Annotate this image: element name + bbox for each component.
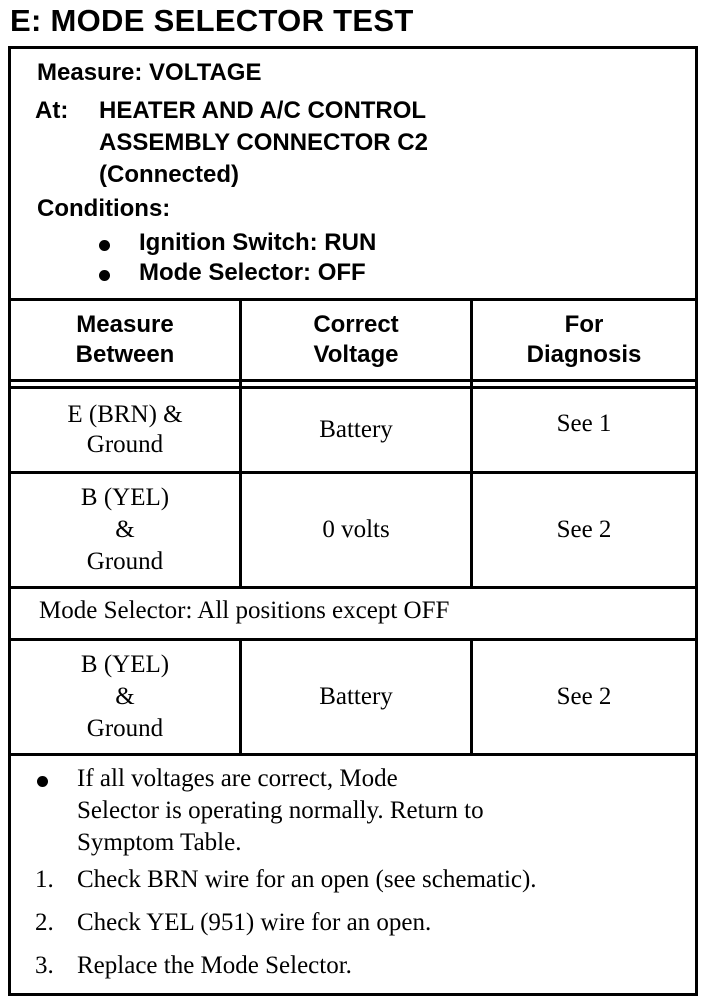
condition-1: Ignition Switch: RUN [139,229,377,256]
bullet-icon [99,270,110,281]
at-line-2: ASSEMBLY CONNECTOR C2 [99,129,428,156]
note-line-1: If all voltages are correct, Mode [77,765,398,792]
step-1-text: Check BRN wire for an open (see schematic). [77,866,537,893]
measure-label: Measure: VOLTAGE [37,59,262,86]
bullet-icon [99,240,110,251]
note-line-3: Symptom Table. [77,829,242,856]
header-double-rule [11,379,695,382]
table-row-1-measure: E (BRN) & Ground [67,401,183,458]
step-2-text: Check YEL (951) wire for an open. [77,909,432,936]
test-box [8,46,698,996]
table-row-3-diagnosis: See 2 [556,683,612,710]
table-row-2-voltage: 0 volts [322,516,390,543]
conditions-label: Conditions: [37,195,171,222]
at-line-3: (Connected) [99,161,239,188]
at-line-1: HEATER AND A/C CONTROL [99,97,427,124]
header-correct-voltage: Correct Voltage [313,311,399,368]
note-line-2: Selector is operating normally. Return to [77,797,484,824]
header-for-diagnosis: For Diagnosis [526,311,642,368]
bullet-icon [37,776,48,787]
table-row-2-measure: B (YEL) & Ground [80,484,170,575]
step-3-text: Replace the Mode Selector. [77,952,352,979]
condition-row: Mode Selector: All positions except OFF [39,597,450,624]
page-title: E: MODE SELECTOR TEST [10,3,414,38]
row-divider [11,586,695,589]
step-2-number: 2. [35,909,54,936]
at-label: At: [35,97,69,124]
table-row-3-measure: B (YEL) & Ground [80,651,170,742]
condition-2: Mode Selector: OFF [139,259,366,286]
table-row-3-voltage: Battery [319,683,393,710]
table-row-2-diagnosis: See 2 [556,516,612,543]
step-3-number: 3. [35,952,54,979]
table-row-1-voltage: Battery [319,416,393,443]
table-row-1-diagnosis: See 1 [556,410,612,437]
step-1-number: 1. [35,866,54,893]
row-divider [11,753,695,756]
header-measure-between: Measure Between [75,311,175,368]
